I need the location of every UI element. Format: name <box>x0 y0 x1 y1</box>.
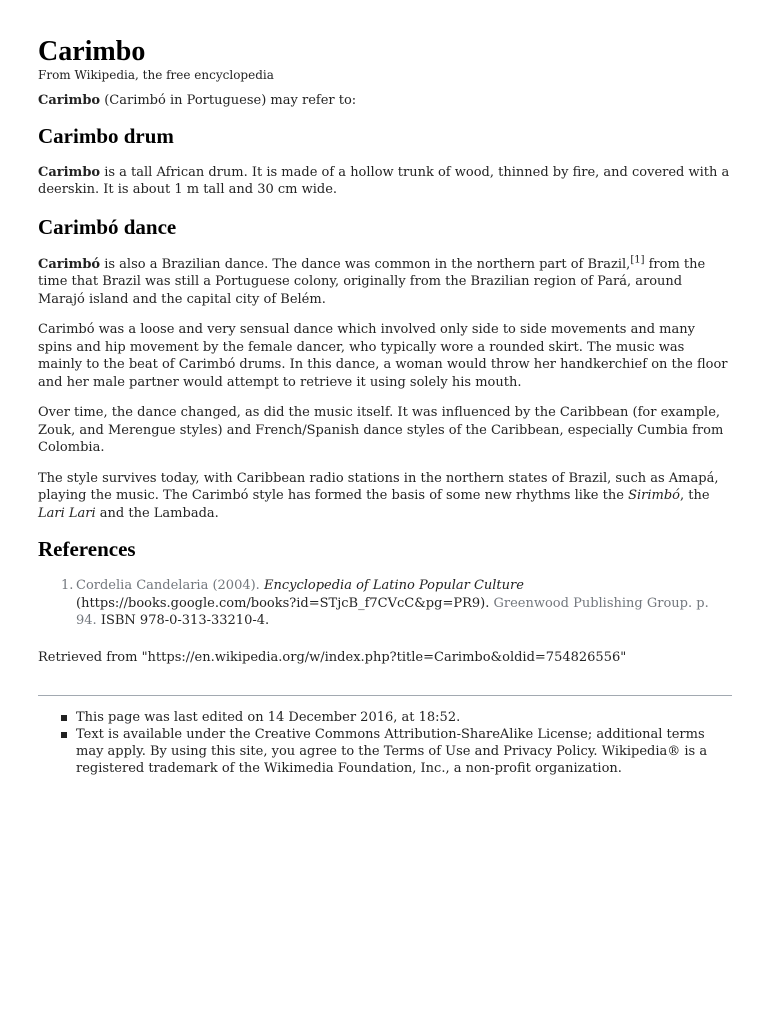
dance-text-4c: and the Lambada. <box>95 505 219 521</box>
reference-number: 1. <box>61 578 74 593</box>
footer-divider <box>38 695 732 696</box>
bullet-icon <box>61 715 67 721</box>
heading-carimbo-drum: Carimbo drum <box>38 123 174 148</box>
dance-paragraph-3: Over time, the dance changed, as did the music itself. It was influenced by the Caribbean (for example, Zouk, and Merengue styles) and French/Spanish dance styles of the Caribbean, especially Cumbia from Colombia. <box>38 405 724 455</box>
dance-text-1b: from the time that Brazil was still a Portuguese colony, originally from the Brazilian region of Pará, around Marajó island and the capital city of Belém. <box>38 256 706 307</box>
bullet-icon <box>61 732 67 738</box>
intro-text: (Carimbó in Portuguese) may refer to: <box>100 93 357 108</box>
reference-isbn[interactable]: ISBN 978-0-313-33210-4. <box>96 613 270 628</box>
dance-text-1a: is also a Brazilian dance. The dance was common in the northern part of Brazil, <box>100 256 631 272</box>
drum-paragraph <box>38 164 732 199</box>
dance-bold-term: Carimbó <box>38 256 101 272</box>
heading-carimbo-dance: Carimbó dance <box>38 214 177 239</box>
rhythm-sirimbo: Sirimbó <box>628 488 680 503</box>
reference-title[interactable]: Encyclopedia of Latino Popular Culture <box>263 578 524 593</box>
heading-references: References <box>38 537 136 561</box>
retrieved-from: Retrieved from "https://en.wikipedia.org/w/index.php?title=Carimbo&oldid=754826556" <box>38 649 627 665</box>
reference-list <box>38 577 732 630</box>
footer-license-text: Text is available under the Creative Commons Attribution-ShareAlike License; additional terms may apply. By using this site, you agree to the Terms of Use and Privacy Policy. Wikipedia® is a registered trademark of the Wikimedia Foundation, Inc., a non-profit organization. <box>76 727 708 776</box>
reference-publisher-link[interactable]: Greenwood Publishing Group. p. 94. <box>76 595 709 628</box>
article <box>38 36 732 777</box>
dance-paragraph-1 <box>38 256 732 309</box>
intro-paragraph <box>38 92 732 110</box>
footer-last-edited <box>76 709 732 726</box>
drum-text: is a tall African drum. It is made of a hollow trunk of wood, thinned by fire, and covered with a deerskin. It is about 1 m tall and 30 cm wide. <box>38 164 730 197</box>
footer-last-edited-text: This page was last edited on 14 December 2016, at 18:52. <box>76 710 461 725</box>
tagline: From Wikipedia, the free encyclopedia <box>38 68 274 82</box>
rhythm-lari-lari: Lari Lari <box>38 505 96 521</box>
citation-link-1[interactable]: [1] <box>630 254 645 266</box>
reference-url[interactable]: (https://books.google.com/books?id=STjcB_f7CVcC&pg=PR9). <box>76 595 490 611</box>
page-title: Carimbo <box>38 36 146 67</box>
drum-bold-term: Carimbo <box>38 164 101 180</box>
footer-info-list <box>38 709 732 777</box>
dance-text-4a: The style survives today, with Caribbean radio stations in the northern states of Brazil, such as Amapá, playing the music. The Carimbó style has formed the basis of some new rhythms like the <box>38 470 719 503</box>
intro-bold-term: Carimbo <box>38 93 101 108</box>
reference-item <box>61 577 732 630</box>
dance-paragraph-2: Carimbó was a loose and very sensual dance which involved only side to side movements and many spins and hip movement by the female dancer, who typically wore a rounded skirt. The music was mainly to the beat of Carimbó drums. In this dance, a woman would throw her handkerchief on the floor and her male partner would attempt to retrieve it using solely his mouth. <box>38 322 728 390</box>
dance-text-4b: , the <box>679 488 710 503</box>
dance-paragraph-4 <box>38 470 732 523</box>
reference-author-link[interactable]: Cordelia Candelaria (2004). <box>76 578 260 593</box>
footer-license <box>76 726 732 777</box>
